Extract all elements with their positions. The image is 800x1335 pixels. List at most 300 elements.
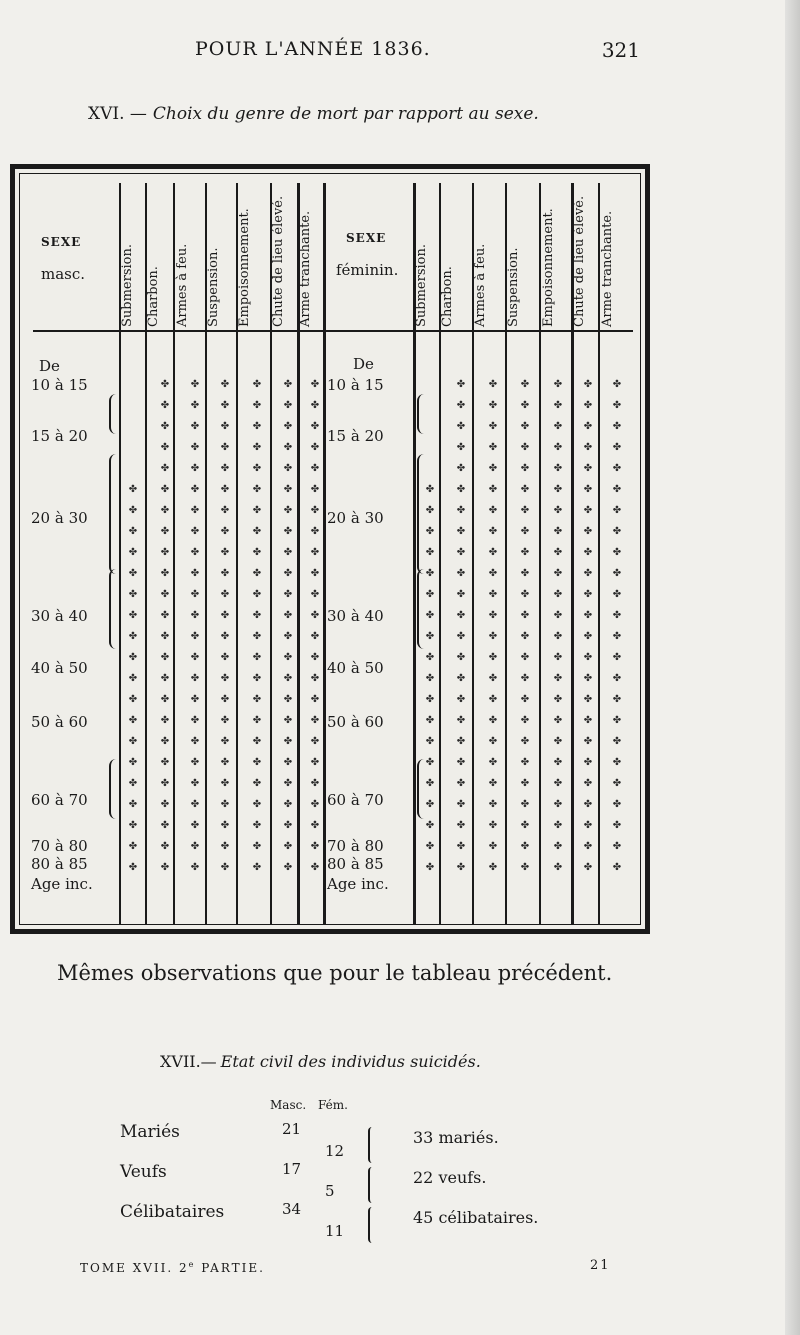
dot-male: ✤ <box>283 799 293 810</box>
footer-volume: TOME XVII. 2e PARTIE. <box>80 1260 265 1275</box>
dot-male: ✤ <box>190 631 200 642</box>
dot-male: ✤ <box>220 526 230 537</box>
column-header-female-2: Charbon. <box>440 266 455 327</box>
age-label-male: 30 à 40 <box>31 607 88 625</box>
dot-female: ✤ <box>425 715 435 726</box>
dot-male: ✤ <box>252 442 262 453</box>
civil-total: 33 mariés. <box>413 1128 499 1147</box>
dot-male: ✤ <box>190 589 200 600</box>
dot-female: ✤ <box>612 421 622 432</box>
dot-male: ✤ <box>252 526 262 537</box>
dot-female: ✤ <box>612 820 622 831</box>
dot-male: ✤ <box>252 631 262 642</box>
dot-female: ✤ <box>488 505 498 516</box>
masc-count: 34 <box>282 1200 302 1218</box>
dot-male: ✤ <box>220 421 230 432</box>
dot-female: ✤ <box>488 652 498 663</box>
sexe-label-right: SEXE <box>346 231 387 245</box>
dot-male: ✤ <box>310 526 320 537</box>
dot-female: ✤ <box>456 694 466 705</box>
dot-female: ✤ <box>612 862 622 873</box>
dot-female: ✤ <box>553 568 563 579</box>
dot-female: ✤ <box>553 379 563 390</box>
dot-female: ✤ <box>583 526 593 537</box>
dot-female: ✤ <box>553 715 563 726</box>
dot-female: ✤ <box>583 757 593 768</box>
dot-female: ✤ <box>456 400 466 411</box>
sex-death-method-table <box>10 164 650 934</box>
age-label-female: 50 à 60 <box>327 713 384 731</box>
dot-male: ✤ <box>190 757 200 768</box>
column-header-male-5: Empoisonnement. <box>237 208 252 327</box>
age-label-male: 50 à 60 <box>31 713 88 731</box>
dot-male: ✤ <box>283 673 293 684</box>
dot-female: ✤ <box>583 736 593 747</box>
footer-signature: 21 <box>590 1258 611 1273</box>
dot-male: ✤ <box>220 715 230 726</box>
dot-female: ✤ <box>553 820 563 831</box>
dot-male: ✤ <box>310 715 320 726</box>
dot-female: ✤ <box>456 505 466 516</box>
dot-male: ✤ <box>220 694 230 705</box>
dot-male: ✤ <box>160 673 170 684</box>
dot-male: ✤ <box>128 841 138 852</box>
dot-male: ✤ <box>160 841 170 852</box>
fem-count: 11 <box>325 1222 345 1240</box>
dot-female: ✤ <box>583 589 593 600</box>
dot-female: ✤ <box>520 568 530 579</box>
dot-female: ✤ <box>425 757 435 768</box>
dot-female: ✤ <box>612 778 622 789</box>
dot-female: ✤ <box>425 589 435 600</box>
dot-male: ✤ <box>190 379 200 390</box>
dot-male: ✤ <box>160 610 170 621</box>
dot-male: ✤ <box>190 484 200 495</box>
column-header-male-7: Arme tranchante. <box>298 210 313 327</box>
dot-male: ✤ <box>310 589 320 600</box>
column-header-female-1: Submersion. <box>414 244 429 327</box>
dot-female: ✤ <box>425 631 435 642</box>
dot-male: ✤ <box>283 421 293 432</box>
dot-male: ✤ <box>310 505 320 516</box>
dot-female: ✤ <box>612 673 622 684</box>
column-header-female-7: Arme tranchante. <box>600 210 615 327</box>
dot-male: ✤ <box>220 841 230 852</box>
dot-male: ✤ <box>160 547 170 558</box>
dot-female: ✤ <box>425 610 435 621</box>
dot-female: ✤ <box>553 400 563 411</box>
dot-male: ✤ <box>220 736 230 747</box>
dot-male: ✤ <box>190 715 200 726</box>
dot-male: ✤ <box>128 736 138 747</box>
civil-total: 22 veufs. <box>413 1168 487 1187</box>
dot-male: ✤ <box>283 610 293 621</box>
column-header-female-3: Armes à feu. <box>473 243 488 327</box>
civil-brace <box>368 1167 376 1203</box>
dot-male: ✤ <box>252 862 262 873</box>
dot-male: ✤ <box>283 694 293 705</box>
dot-male: ✤ <box>160 526 170 537</box>
dot-female: ✤ <box>520 736 530 747</box>
dot-female: ✤ <box>456 757 466 768</box>
dot-male: ✤ <box>160 862 170 873</box>
dot-male: ✤ <box>190 610 200 621</box>
civil-status-label: Veufs <box>120 1162 167 1182</box>
dot-female: ✤ <box>583 463 593 474</box>
dot-female: ✤ <box>553 421 563 432</box>
age-label-female: 80 à 85 <box>327 855 384 873</box>
dot-female: ✤ <box>583 442 593 453</box>
dot-male: ✤ <box>160 715 170 726</box>
dot-male: ✤ <box>190 652 200 663</box>
dot-female: ✤ <box>583 631 593 642</box>
age-label-female: 30 à 40 <box>327 607 384 625</box>
dot-male: ✤ <box>160 820 170 831</box>
dot-male: ✤ <box>128 778 138 789</box>
dot-male: ✤ <box>283 715 293 726</box>
dot-male: ✤ <box>310 778 320 789</box>
dot-female: ✤ <box>456 841 466 852</box>
dot-female: ✤ <box>520 400 530 411</box>
dot-male: ✤ <box>310 694 320 705</box>
dot-female: ✤ <box>583 778 593 789</box>
dot-male: ✤ <box>252 820 262 831</box>
section-17-title <box>160 1052 481 1071</box>
dot-female: ✤ <box>520 526 530 537</box>
dot-male: ✤ <box>283 652 293 663</box>
dot-female: ✤ <box>520 484 530 495</box>
dot-male: ✤ <box>160 463 170 474</box>
dot-female: ✤ <box>553 442 563 453</box>
dot-female: ✤ <box>612 799 622 810</box>
dot-male: ✤ <box>252 505 262 516</box>
age-label-male: Age inc. <box>31 875 93 893</box>
dot-male: ✤ <box>190 463 200 474</box>
dot-female: ✤ <box>553 736 563 747</box>
dot-male: ✤ <box>190 736 200 747</box>
dot-male: ✤ <box>252 610 262 621</box>
dot-female: ✤ <box>612 568 622 579</box>
bracket <box>417 394 424 434</box>
dot-female: ✤ <box>456 526 466 537</box>
dot-male: ✤ <box>190 673 200 684</box>
dot-male: ✤ <box>310 757 320 768</box>
dot-male: ✤ <box>220 673 230 684</box>
masc-count: 17 <box>282 1160 302 1178</box>
dot-male: ✤ <box>283 379 293 390</box>
dot-female: ✤ <box>583 694 593 705</box>
dot-male: ✤ <box>252 547 262 558</box>
column-header-male-6: Chute de lieu élevé. <box>271 195 286 327</box>
dot-male: ✤ <box>310 736 320 747</box>
dot-female: ✤ <box>456 631 466 642</box>
dot-male: ✤ <box>252 484 262 495</box>
dot-male: ✤ <box>310 610 320 621</box>
dot-male: ✤ <box>160 589 170 600</box>
dot-male: ✤ <box>128 505 138 516</box>
dot-female: ✤ <box>456 715 466 726</box>
dot-male: ✤ <box>310 463 320 474</box>
dot-female: ✤ <box>456 778 466 789</box>
dot-male: ✤ <box>283 778 293 789</box>
page-number: 321 <box>601 38 640 62</box>
dot-male: ✤ <box>220 568 230 579</box>
dot-female: ✤ <box>488 526 498 537</box>
column-header-male-1: Submersion. <box>120 244 135 327</box>
age-label-female: 10 à 15 <box>327 376 384 394</box>
dot-male: ✤ <box>220 862 230 873</box>
column-header-male-2: Charbon. <box>146 266 161 327</box>
dot-female: ✤ <box>488 841 498 852</box>
dot-female: ✤ <box>583 799 593 810</box>
dot-male: ✤ <box>252 715 262 726</box>
dot-female: ✤ <box>425 778 435 789</box>
dot-female: ✤ <box>425 526 435 537</box>
column-header-female-4: Suspension. <box>506 247 521 327</box>
sexe-label-left: SEXE <box>41 235 82 249</box>
dot-male: ✤ <box>190 442 200 453</box>
dot-male: ✤ <box>220 799 230 810</box>
dot-male: ✤ <box>160 631 170 642</box>
dot-male: ✤ <box>252 589 262 600</box>
dot-female: ✤ <box>488 484 498 495</box>
dot-male: ✤ <box>190 862 200 873</box>
dot-male: ✤ <box>190 505 200 516</box>
dot-male: ✤ <box>283 736 293 747</box>
dot-female: ✤ <box>612 547 622 558</box>
dot-female: ✤ <box>520 715 530 726</box>
dot-female: ✤ <box>425 862 435 873</box>
dot-female: ✤ <box>520 757 530 768</box>
dot-female: ✤ <box>612 841 622 852</box>
age-label-male: 40 à 50 <box>31 659 88 677</box>
bracket <box>417 759 424 819</box>
bracket <box>109 759 116 819</box>
dot-female: ✤ <box>425 799 435 810</box>
dot-male: ✤ <box>220 400 230 411</box>
dot-female: ✤ <box>488 442 498 453</box>
age-label-female: 20 à 30 <box>327 509 384 527</box>
dot-male: ✤ <box>310 442 320 453</box>
dot-female: ✤ <box>520 841 530 852</box>
dot-female: ✤ <box>488 421 498 432</box>
dot-male: ✤ <box>160 400 170 411</box>
dot-female: ✤ <box>612 379 622 390</box>
dot-female: ✤ <box>553 631 563 642</box>
dot-female: ✤ <box>488 400 498 411</box>
dot-male: ✤ <box>252 463 262 474</box>
dot-male: ✤ <box>128 694 138 705</box>
dot-male: ✤ <box>160 568 170 579</box>
section-16-number: XVI. — <box>88 104 147 124</box>
dot-female: ✤ <box>520 421 530 432</box>
age-label-male: 15 à 20 <box>31 427 88 445</box>
dot-female: ✤ <box>520 505 530 516</box>
dot-male: ✤ <box>220 379 230 390</box>
dot-male: ✤ <box>128 568 138 579</box>
column-header-male-4: Suspension. <box>206 247 221 327</box>
dot-female: ✤ <box>488 589 498 600</box>
civil-status-label: Mariés <box>120 1122 180 1142</box>
dot-female: ✤ <box>612 631 622 642</box>
masc-label: masc. <box>41 265 86 283</box>
dot-female: ✤ <box>456 610 466 621</box>
dot-male: ✤ <box>190 820 200 831</box>
dot-female: ✤ <box>488 778 498 789</box>
section-17-number: XVII.— <box>160 1052 217 1071</box>
dot-female: ✤ <box>583 841 593 852</box>
dot-male: ✤ <box>283 820 293 831</box>
dot-male: ✤ <box>190 799 200 810</box>
dot-male: ✤ <box>190 841 200 852</box>
dot-female: ✤ <box>553 589 563 600</box>
dot-female: ✤ <box>456 652 466 663</box>
fem-count: 5 <box>325 1182 335 1200</box>
column-header-female-5: Empoisonnement. <box>541 208 556 327</box>
dot-male: ✤ <box>283 568 293 579</box>
dot-female: ✤ <box>520 778 530 789</box>
dot-male: ✤ <box>252 694 262 705</box>
dot-female: ✤ <box>553 862 563 873</box>
dot-female: ✤ <box>425 673 435 684</box>
dot-male: ✤ <box>310 862 320 873</box>
dot-female: ✤ <box>425 841 435 852</box>
dot-male: ✤ <box>283 463 293 474</box>
dot-male: ✤ <box>310 631 320 642</box>
dot-female: ✤ <box>583 421 593 432</box>
dot-female: ✤ <box>425 652 435 663</box>
dot-male: ✤ <box>190 778 200 789</box>
civil-brace <box>368 1127 376 1163</box>
dot-female: ✤ <box>612 463 622 474</box>
dot-female: ✤ <box>612 589 622 600</box>
dot-female: ✤ <box>456 421 466 432</box>
dot-male: ✤ <box>252 400 262 411</box>
dot-male: ✤ <box>283 547 293 558</box>
dot-female: ✤ <box>612 505 622 516</box>
dot-female: ✤ <box>456 589 466 600</box>
dot-female: ✤ <box>488 568 498 579</box>
dot-female: ✤ <box>488 757 498 768</box>
dot-male: ✤ <box>128 715 138 726</box>
dot-female: ✤ <box>583 610 593 621</box>
dot-female: ✤ <box>553 694 563 705</box>
de-label-male: De <box>39 357 60 375</box>
dot-male: ✤ <box>220 757 230 768</box>
dot-male: ✤ <box>220 505 230 516</box>
dot-female: ✤ <box>456 568 466 579</box>
dot-female: ✤ <box>612 736 622 747</box>
dot-female: ✤ <box>520 631 530 642</box>
dot-male: ✤ <box>220 442 230 453</box>
dot-male: ✤ <box>128 631 138 642</box>
dot-female: ✤ <box>488 673 498 684</box>
dot-female: ✤ <box>583 862 593 873</box>
dot-female: ✤ <box>583 400 593 411</box>
dot-male: ✤ <box>252 673 262 684</box>
dot-female: ✤ <box>583 379 593 390</box>
dot-male: ✤ <box>220 610 230 621</box>
dot-female: ✤ <box>583 820 593 831</box>
dot-male: ✤ <box>220 463 230 474</box>
dot-male: ✤ <box>310 568 320 579</box>
dot-female: ✤ <box>456 547 466 558</box>
age-label-female: 40 à 50 <box>327 659 384 677</box>
dot-male: ✤ <box>252 757 262 768</box>
dot-male: ✤ <box>160 484 170 495</box>
section-16-title-text: Choix du genre de mort par rapport au sexe. <box>152 104 539 124</box>
dot-female: ✤ <box>612 526 622 537</box>
civil-total: 45 célibataires. <box>413 1208 539 1227</box>
bracket <box>109 394 116 434</box>
dot-male: ✤ <box>252 799 262 810</box>
dot-male: ✤ <box>220 652 230 663</box>
bracket <box>109 569 116 649</box>
dot-male: ✤ <box>310 841 320 852</box>
section-17-title-text: Etat civil des individus suicidés. <box>220 1052 481 1071</box>
dot-female: ✤ <box>583 715 593 726</box>
dot-female: ✤ <box>583 568 593 579</box>
fem-label: féminin. <box>336 261 399 279</box>
dot-male: ✤ <box>252 421 262 432</box>
dot-female: ✤ <box>456 484 466 495</box>
dot-male: ✤ <box>310 400 320 411</box>
dot-male: ✤ <box>160 652 170 663</box>
dot-female: ✤ <box>488 799 498 810</box>
dot-female: ✤ <box>612 652 622 663</box>
page-edge <box>785 0 800 1335</box>
civil-status-label: Célibataires <box>120 1202 225 1222</box>
dot-female: ✤ <box>425 694 435 705</box>
masc-column-head: Masc. <box>270 1098 307 1112</box>
age-label-male: 70 à 80 <box>31 837 88 855</box>
dot-female: ✤ <box>612 715 622 726</box>
age-label-male: 80 à 85 <box>31 855 88 873</box>
dot-male: ✤ <box>310 379 320 390</box>
dot-female: ✤ <box>456 799 466 810</box>
dot-female: ✤ <box>488 694 498 705</box>
dot-male: ✤ <box>283 526 293 537</box>
dot-male: ✤ <box>310 673 320 684</box>
dot-female: ✤ <box>520 547 530 558</box>
dot-male: ✤ <box>160 379 170 390</box>
column-header-female-6: Chute de lieu élevé. <box>572 195 587 327</box>
dot-male: ✤ <box>220 820 230 831</box>
dot-male: ✤ <box>283 505 293 516</box>
dot-male: ✤ <box>220 778 230 789</box>
age-label-male: 10 à 15 <box>31 376 88 394</box>
dot-female: ✤ <box>425 505 435 516</box>
dot-male: ✤ <box>190 526 200 537</box>
dot-female: ✤ <box>520 799 530 810</box>
dot-male: ✤ <box>220 589 230 600</box>
dot-male: ✤ <box>252 841 262 852</box>
dot-female: ✤ <box>553 841 563 852</box>
dot-female: ✤ <box>553 652 563 663</box>
dot-male: ✤ <box>310 421 320 432</box>
dot-female: ✤ <box>553 799 563 810</box>
dot-female: ✤ <box>520 610 530 621</box>
dot-male: ✤ <box>128 484 138 495</box>
dot-female: ✤ <box>456 820 466 831</box>
dot-female: ✤ <box>583 652 593 663</box>
dot-male: ✤ <box>283 862 293 873</box>
dot-male: ✤ <box>190 421 200 432</box>
dot-male: ✤ <box>128 673 138 684</box>
dot-female: ✤ <box>520 673 530 684</box>
dot-male: ✤ <box>160 757 170 768</box>
dot-male: ✤ <box>283 484 293 495</box>
